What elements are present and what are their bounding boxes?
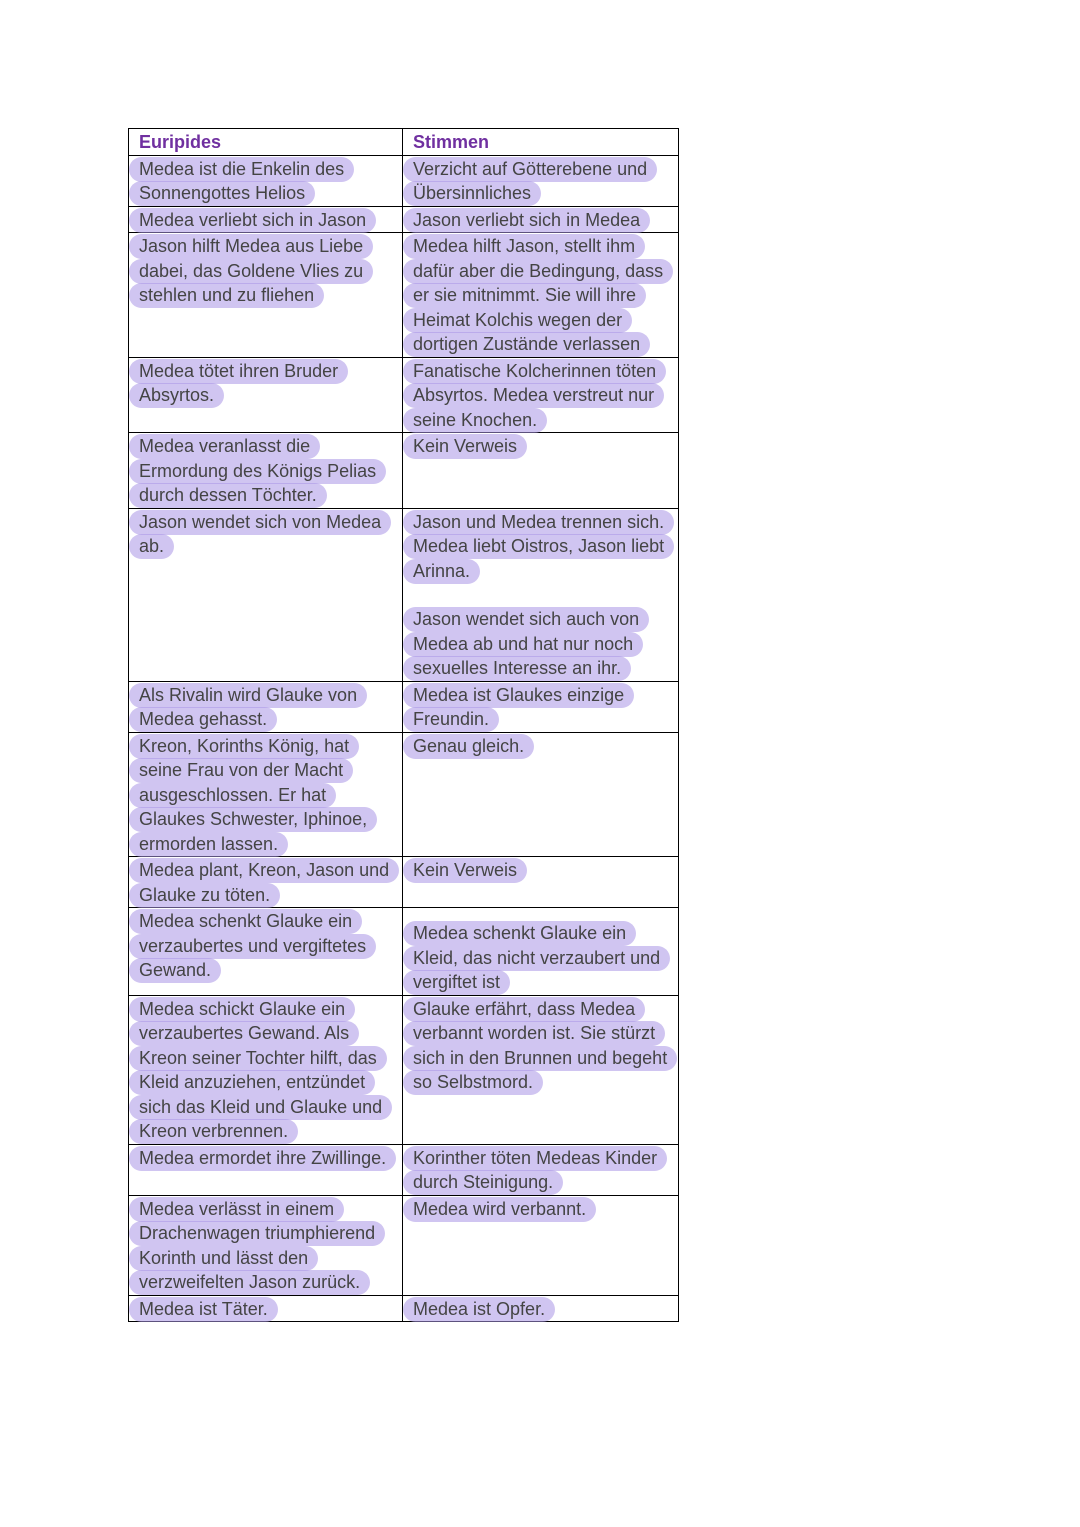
euripides-cell (129, 233, 403, 358)
stimmen-text: Jason verliebt sich in Medea (403, 208, 650, 233)
stimmen-text: Genau gleich. (403, 734, 534, 759)
euripides-text: Medea tötet ihren Bruder Absyrtos. (129, 359, 348, 409)
stimmen-text: Medea schenkt Glauke ein Kleid, das nicht verzaubert und vergiftet ist (403, 921, 670, 995)
stimmen-cell (403, 155, 679, 206)
stimmen-text: Medea ist Glaukes einzige Freundin. (403, 683, 634, 733)
table-row (129, 155, 679, 206)
euripides-text: Als Rivalin wird Glauke von Medea gehasst. (129, 683, 367, 733)
table-row (129, 357, 679, 433)
table-row (129, 732, 679, 857)
table-row (129, 206, 679, 233)
header-euripides: Euripides (139, 132, 222, 152)
euripides-text: Kreon, Korinths König, hat seine Frau von der Macht ausgeschlossen. Er hat Glaukes Schwester, Iphinoe, ermorden lassen. (129, 734, 377, 857)
stimmen-cell (403, 233, 679, 358)
stimmen-cell (403, 908, 679, 996)
euripides-cell (129, 1195, 403, 1295)
stimmen-cell (403, 508, 679, 681)
table-row (129, 1295, 679, 1322)
stimmen-text: Fanatische Kolcherinnen töten Absyrtos. Medea verstreut nur seine Knochen. (403, 359, 666, 433)
stimmen-cell (403, 857, 679, 908)
stimmen-text: Medea wird verbannt. (403, 1197, 596, 1222)
stimmen-cell (403, 995, 679, 1144)
stimmen-text: Kein Verweis (403, 434, 527, 459)
stimmen-cell (403, 681, 679, 732)
stimmen-text: Korinther töten Medeas Kinder durch Steinigung. (403, 1146, 667, 1196)
stimmen-cell (403, 357, 679, 433)
header-stimmen: Stimmen (413, 132, 490, 152)
table-row (129, 1144, 679, 1195)
stimmen-cell (403, 732, 679, 857)
table-header-row (129, 129, 679, 156)
stimmen-text: Medea hilft Jason, stellt ihm dafür aber die Bedingung, dass er sie mitnimmt. Sie will ihre Heimat Kolchis wegen der dortigen Zustände verlassen (403, 234, 673, 357)
stimmen-cell (403, 1295, 679, 1322)
table-row (129, 1195, 679, 1295)
table-row (129, 995, 679, 1144)
euripides-text: Medea schenkt Glauke ein verzaubertes und vergiftetes Gewand. (129, 909, 376, 983)
euripides-text: Medea veranlasst die Ermordung des Königs Pelias durch dessen Töchter. (129, 434, 386, 508)
euripides-cell (129, 681, 403, 732)
euripides-text: Medea schickt Glauke ein verzaubertes Gewand. Als Kreon seiner Tochter hilft, das Kleid anzuziehen, entzündet sich das Kleid und Glauke und Kreon verbrennen. (129, 997, 392, 1145)
table-row (129, 857, 679, 908)
euripides-text: Medea ermordet ihre Zwillinge. (129, 1146, 396, 1171)
euripides-cell (129, 995, 403, 1144)
euripides-cell (129, 357, 403, 433)
stimmen-cell (403, 206, 679, 233)
stimmen-text: Glauke erfährt, dass Medea verbannt worden ist. Sie stürzt sich in den Brunnen und begeht so Selbstmord. (403, 997, 677, 1096)
euripides-text: Medea verlässt in einem Drachenwagen triumphierend Korinth und lässt den verzweifelten Jason zurück. (129, 1197, 385, 1296)
euripides-cell (129, 1295, 403, 1322)
stimmen-text: Medea ist Opfer. (403, 1297, 555, 1322)
euripides-cell (129, 206, 403, 233)
euripides-cell (129, 433, 403, 509)
table-row (129, 433, 679, 509)
stimmen-cell (403, 1195, 679, 1295)
table-row (129, 233, 679, 358)
euripides-text: Jason hilft Medea aus Liebe dabei, das Goldene Vlies zu stehlen und zu fliehen (129, 234, 373, 308)
table-row (129, 508, 679, 681)
table-row (129, 908, 679, 996)
stimmen-text: Jason und Medea trennen sich. Medea liebt Oistros, Jason liebt Arinna. (403, 510, 674, 584)
euripides-text: Medea ist Täter. (129, 1297, 278, 1322)
euripides-text: Jason wendet sich von Medea ab. (129, 510, 391, 560)
spacer (413, 583, 670, 607)
stimmen-text: Verzicht auf Götterebene und Übersinnliches (403, 157, 657, 207)
stimmen-text-2: Jason wendet sich auch von Medea ab und hat nur noch sexuelles Interesse an ihr. (403, 607, 649, 681)
euripides-text: Medea verliebt sich in Jason (129, 208, 376, 233)
euripides-cell (129, 732, 403, 857)
euripides-cell (129, 1144, 403, 1195)
stimmen-cell (403, 433, 679, 509)
table-row (129, 681, 679, 732)
euripides-cell (129, 908, 403, 996)
euripides-cell (129, 155, 403, 206)
euripides-cell (129, 857, 403, 908)
euripides-text: Medea ist die Enkelin des Sonnengottes Helios (129, 157, 354, 207)
euripides-text: Medea plant, Kreon, Jason und Glauke zu töten. (129, 858, 399, 908)
stimmen-text: Kein Verweis (403, 858, 527, 883)
comparison-table (128, 128, 679, 1322)
header-cell-euripides (129, 129, 403, 156)
header-cell-stimmen (403, 129, 679, 156)
stimmen-cell (403, 1144, 679, 1195)
euripides-cell (129, 508, 403, 681)
